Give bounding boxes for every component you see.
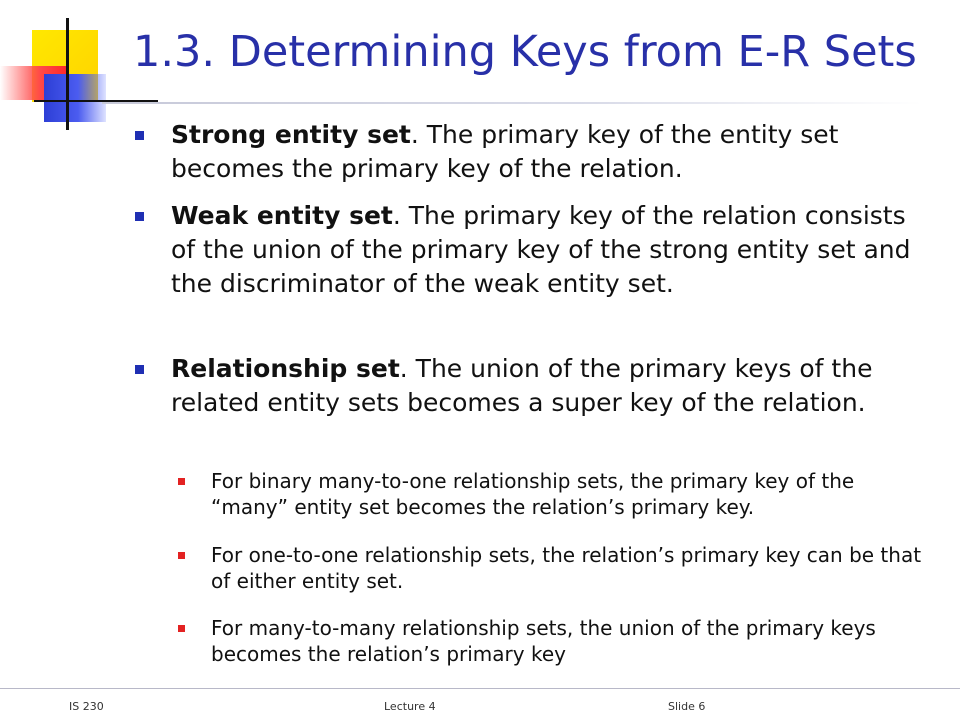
title-divider [102,102,922,104]
slide-title: 1.3. Determining Keys from E-R Sets [133,27,917,77]
footer-lecture: Lecture 4 [384,700,436,713]
bullet-text: . The primary key of the entity set becomes the primary key of the relation. [171,120,839,183]
sub-bullet-one-to-one [211,542,931,594]
sub-bullet-text: For binary many-to-one relationship sets, the primary key of the “many” entity set becomes the relation’s primary key. [211,469,855,519]
sub-bullet-many-to-many [211,615,931,667]
red-square-bullet-icon [178,625,185,632]
logo-vertical-line [66,18,69,130]
square-bullet-icon [135,212,144,221]
logo-blue-square-icon [44,74,106,122]
bullet-weak-entity-set [171,199,931,301]
bullet-label: Weak entity set [171,201,393,230]
square-bullet-icon [135,131,144,140]
footer-course: IS 230 [69,700,104,713]
square-bullet-icon [135,365,144,374]
bullet-strong-entity-set [171,118,931,186]
red-square-bullet-icon [178,478,185,485]
footer-slide-number: Slide 6 [668,700,706,713]
footer-divider [0,688,960,689]
sub-bullet-text: For many-to-many relationship sets, the union of the primary keys becomes the relation’s primary key [211,616,876,666]
bullet-text: . The primary key of the relation consists of the union of the primary key of the strong entity set and the discriminator of the weak entity set. [171,201,911,298]
bullet-label: Strong entity set [171,120,411,149]
sub-bullet-many-to-one [211,468,931,520]
red-square-bullet-icon [178,552,185,559]
bullet-text: . The union of the primary keys of the related entity sets becomes a super key of the relation. [171,354,873,417]
bullet-label: Relationship set [171,354,400,383]
sub-bullet-text: For one-to-one relationship sets, the relation’s primary key can be that of either entity set. [211,543,922,593]
bullet-relationship-set [171,352,931,420]
